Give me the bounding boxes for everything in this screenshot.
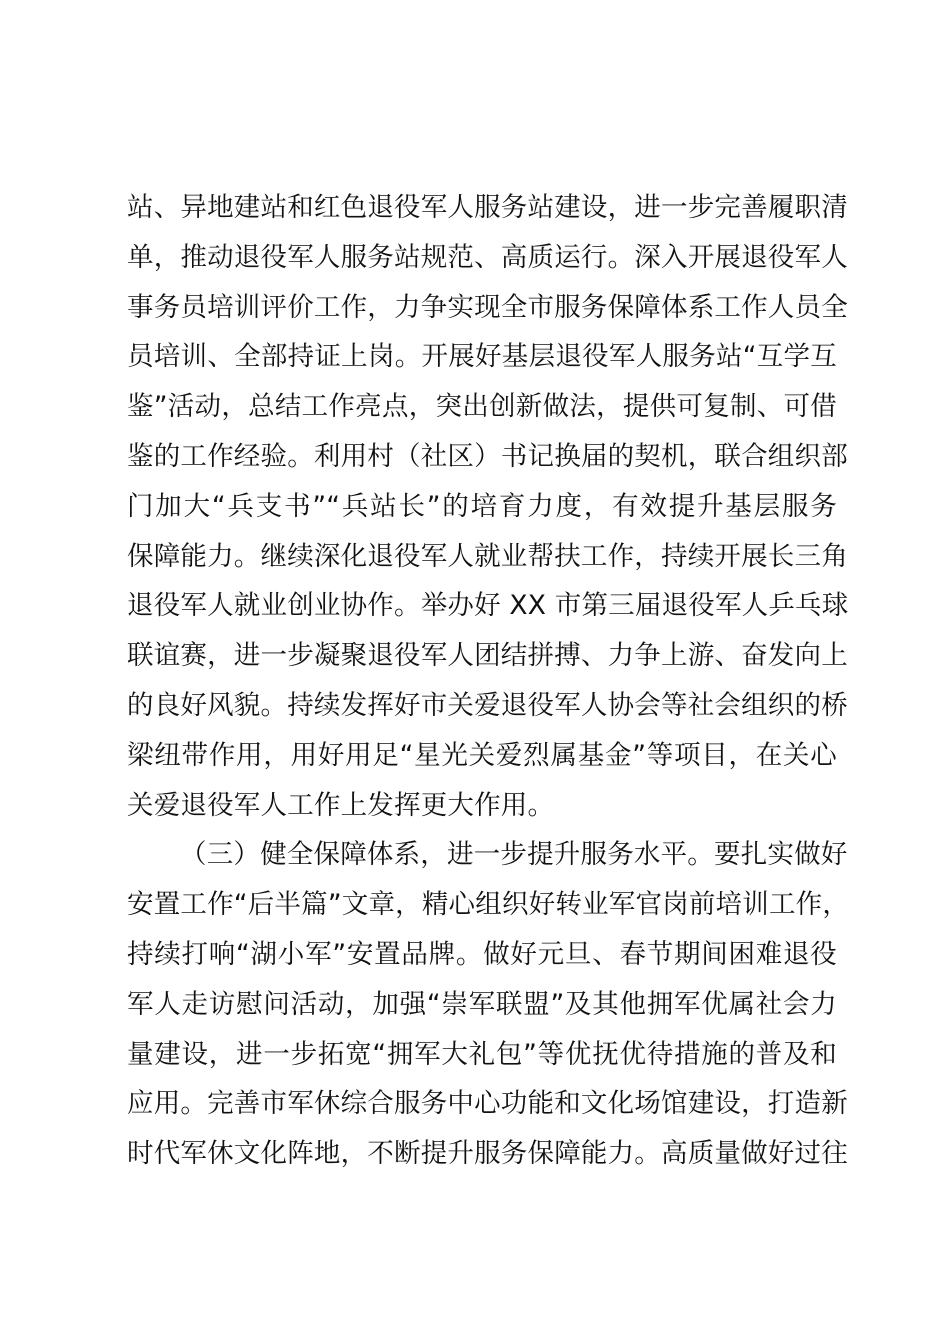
text-line: 退役军人就业创业协作。举办好 XX 市第三届退役军人乒乓球 <box>127 590 849 622</box>
text-line: 的良好风貌。持续发挥好市关爱退役军人协会等社会组织的桥 <box>127 689 848 721</box>
text-line: 关爱退役军人工作上发挥更大作用。 <box>127 789 555 821</box>
text-line: 员培训、全部持证上岗。开展好基层退役军人服务站“互学互 <box>127 341 837 373</box>
text-line: 持续打响“湖小军”安置品牌。做好元旦、春节期间困难退役 <box>127 938 837 970</box>
text-line: 事务员培训评价工作，力争实现全市服务保障体系工作人员全 <box>127 291 848 323</box>
text-line: 安置工作“后半篇”文章，精心组织好转业军官岗前培训工作， <box>127 889 850 921</box>
text-line: 时代军休文化阵地，不断提升服务保障能力。高质量做好过往 <box>127 1138 848 1170</box>
text-line: 梁纽带作用，用好用足“星光关爱烈属基金”等项目，在关心 <box>127 739 837 771</box>
body-text <box>127 183 850 1179</box>
text-line: 保障能力。继续深化退役军人就业帮扶工作，持续开展长三角 <box>127 540 848 572</box>
text-line: 军人走访慰问活动，加强“崇军联盟”及其他拥军优属社会力 <box>127 988 837 1020</box>
section-heading-line: （三）健全保障体系，进一步提升服务水平。要扎实做好 <box>180 839 848 871</box>
text-line: 单，推动退役军人服务站规范、高质运行。深入开展退役军人 <box>127 241 848 273</box>
text-line: 站、异地建站和红色退役军人服务站建设，进一步完善履职清 <box>127 192 848 223</box>
text-line: 鉴的工作经验。利用村（社区）书记换届的契机，联合组织部 <box>127 440 848 472</box>
text-line: 联谊赛，进一步凝聚退役军人团结拼搏、力争上游、奋发向上 <box>127 640 848 672</box>
text-line: 应用。完善市军休综合服务中心功能和文化场馆建设，打造新 <box>127 1088 848 1120</box>
text-line: 鉴”活动，总结工作亮点，突出创新做法，提供可复制、可借 <box>127 391 837 423</box>
text-line: 门加大“兵支书”“兵站长”的培育力度，有效提升基层服务 <box>127 490 837 522</box>
text-line: 量建设，进一步拓宽“拥军大礼包”等优抚优待措施的普及和 <box>127 1038 837 1070</box>
